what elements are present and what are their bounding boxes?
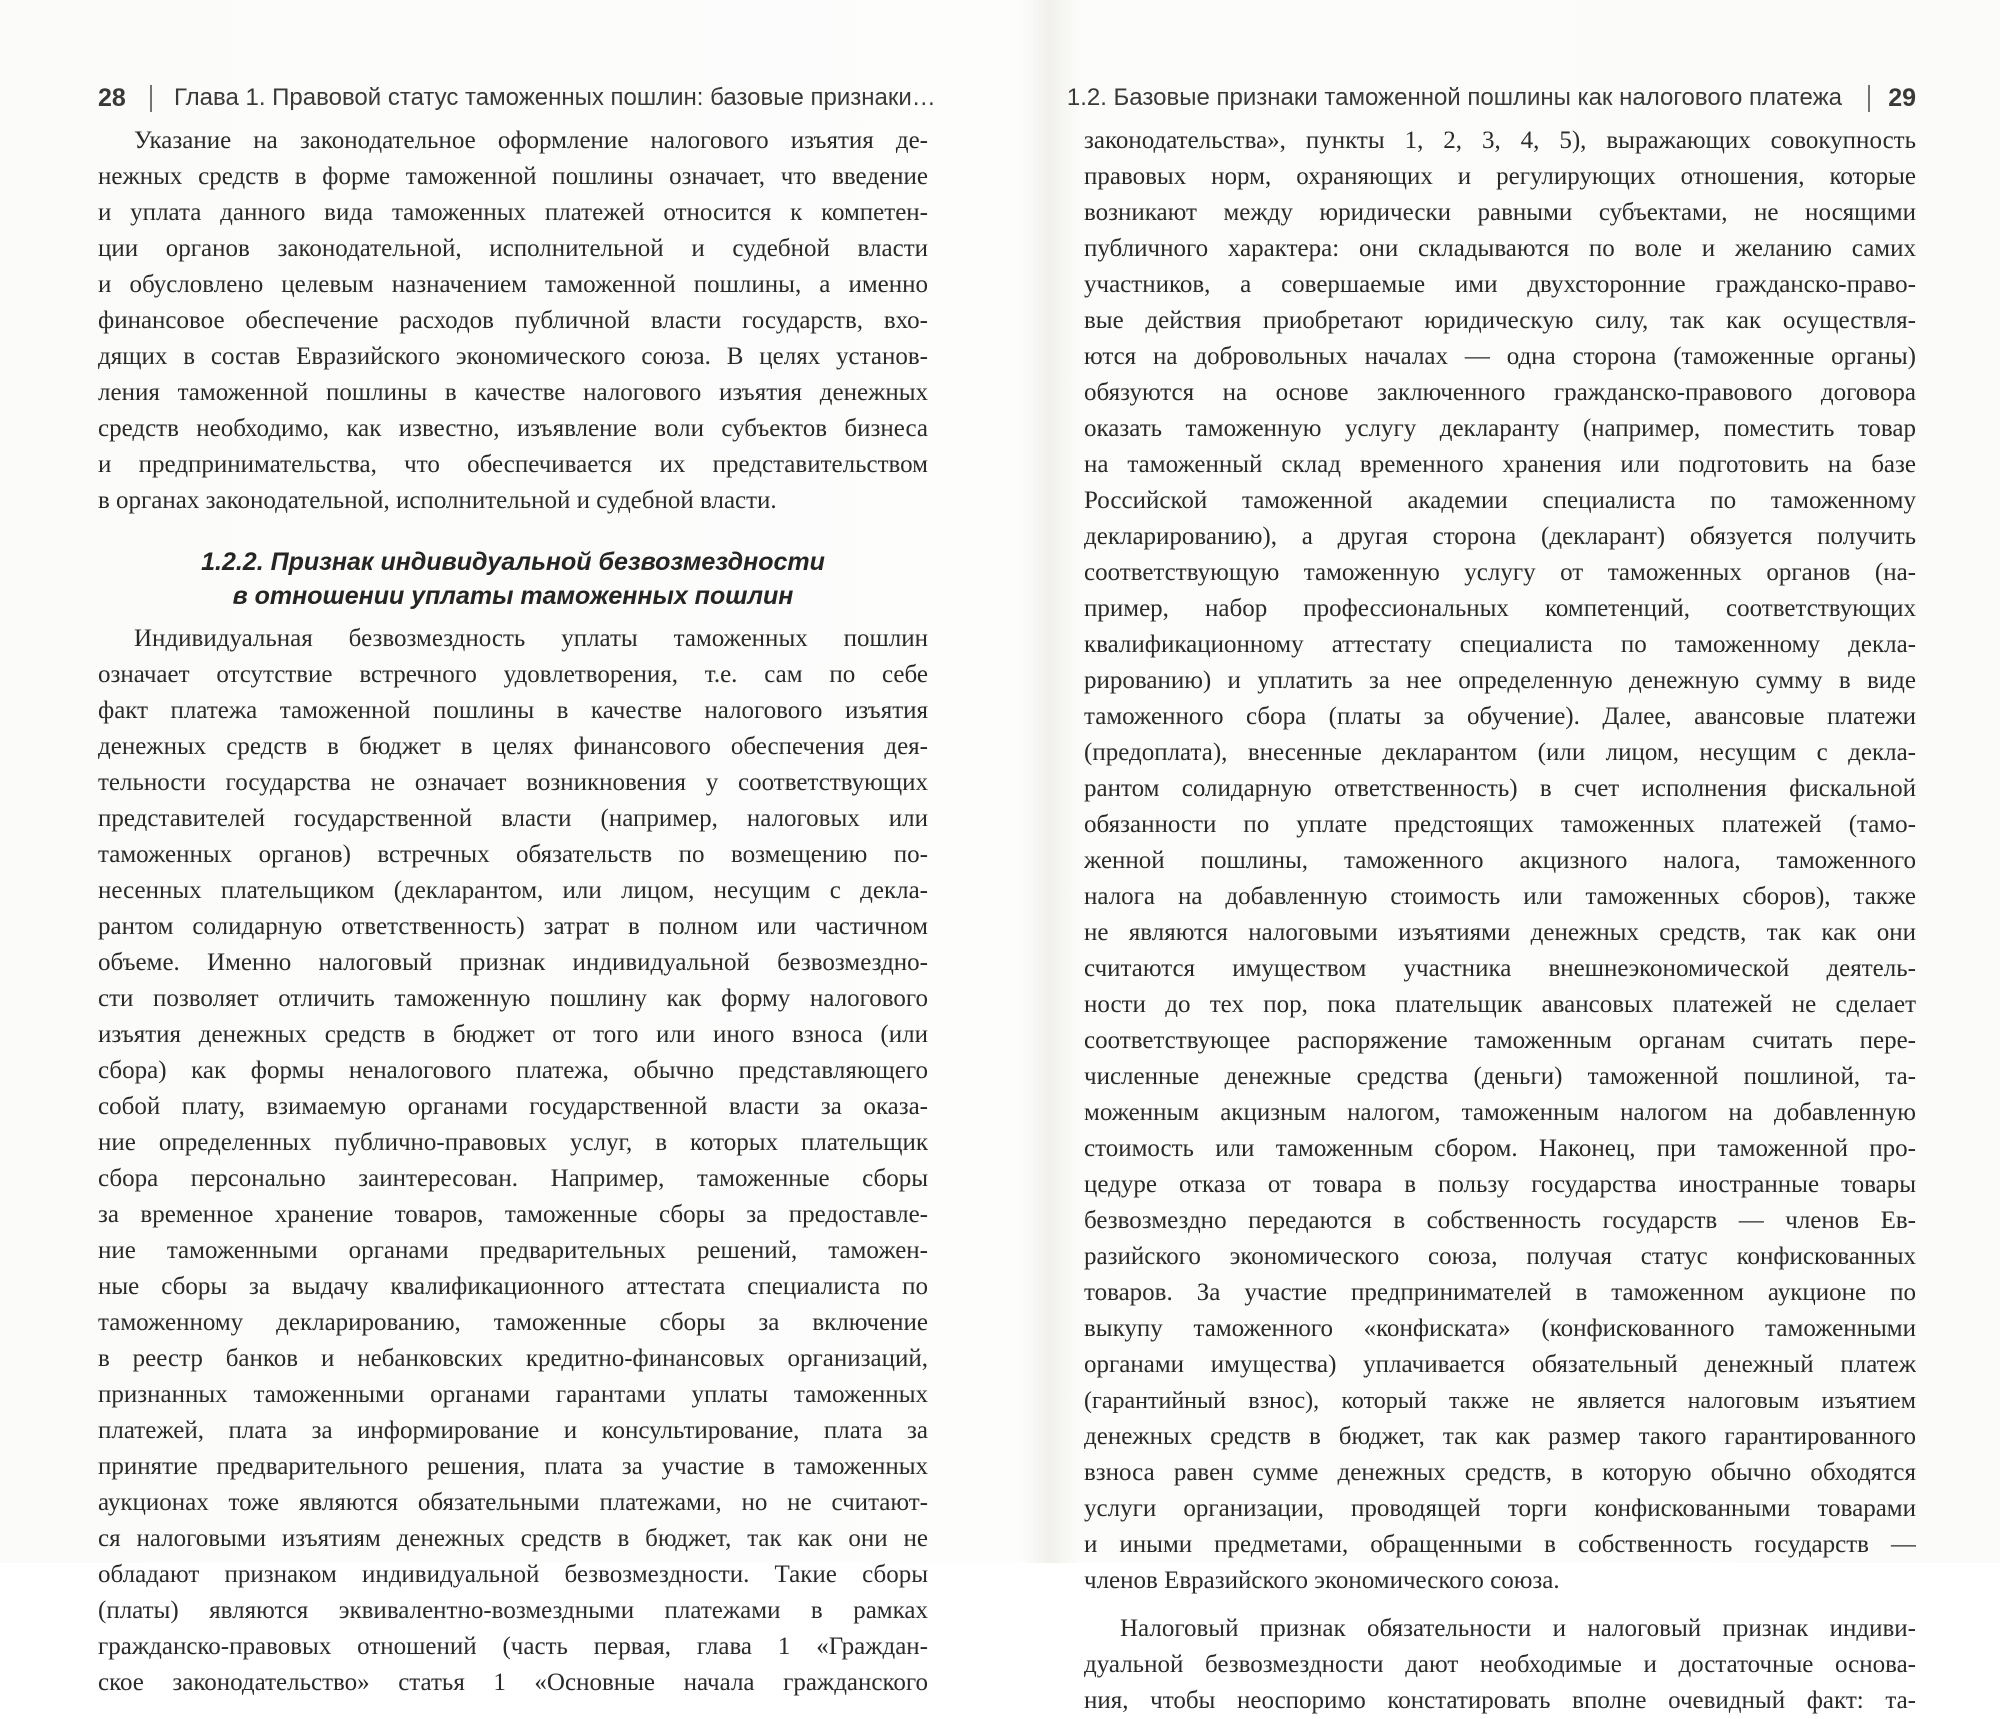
text-line: дящих в состав Евразийского экономического союза. В целях установ-: [98, 343, 928, 370]
text-line: участников, а совершаемые ими двухсторонние гражданско-право-: [1084, 271, 1916, 298]
text-line: услуги организации, проводящей торги конфискованными товарами: [1084, 1495, 1916, 1522]
text-line: на таможенный склад временного хранения или подготовить на базе: [1084, 451, 1916, 478]
text-line: тельности государства не означает возникновения у соответствующих: [98, 769, 928, 796]
text-line: ние таможенными органами предварительных решений, таможен-: [98, 1237, 928, 1264]
text-line: (предоплата), внесенные декларантом (или лицом, несущим с декла-: [1084, 739, 1916, 766]
text-line: женной пошлины, таможенного акцизного налога, таможенного: [1084, 847, 1916, 874]
text-line: средств необходимо, как известно, изъявление воли субъектов бизнеса: [98, 415, 928, 442]
text-line: ское законодательство» статья 1 «Основные начала гражданского: [98, 1669, 928, 1696]
text-line: ся налоговыми изъятиям денежных средств в бюджет, так как они не: [98, 1525, 928, 1552]
text-line: правовых норм, охраняющих и регулирующих отношения, которые: [1084, 163, 1916, 190]
text-line: означает отсутствие встречного удовлетворения, т.е. сам по себе: [98, 661, 928, 688]
right-page: [1066, 0, 1916, 1714]
text-line: оказать таможенную услугу декларанту (например, поместить товар: [1084, 415, 1916, 442]
text-line: сти позволяет отличить таможенную пошлину как форму налогового: [98, 985, 928, 1012]
text-line: рированию) и уплатить за нее определенную денежную сумму в виде: [1084, 667, 1916, 694]
text-line: Индивидуальная безвозмездность уплаты таможенных пошлин: [134, 625, 928, 652]
text-line: и иными предметами, обращенными в собственность государств —: [1084, 1531, 1916, 1558]
text-line: и обусловлено целевым назначением таможенной пошлины, а именно: [98, 271, 928, 298]
text-line: в реестр банков и небанковских кредитно-финансовых организаций,: [98, 1345, 928, 1372]
text-line: декларированию), а другая сторона (декларант) обязуется получить: [1084, 523, 1916, 550]
text-line: платежей, плата за информирование и консультирование, плата за: [98, 1417, 928, 1444]
text-line: взноса равен сумме денежных средств, в которую обычно обходятся: [1084, 1459, 1916, 1486]
text-line: соответствующее распоряжение таможенным органам считать пере-: [1084, 1027, 1916, 1054]
text-line: соответствующую таможенную услугу от таможенных органов (на-: [1084, 559, 1916, 586]
text-line: денежных средств в бюджет, так как размер такого гарантированного: [1084, 1423, 1916, 1450]
text-line: численные денежные средства (деньги) таможенной пошлиной, та-: [1084, 1063, 1916, 1090]
text-line: дуальной безвозмездности дают необходимые и достаточные основа-: [1084, 1651, 1916, 1678]
text-line: публичного характера: они складываются по воле и желанию самих: [1084, 235, 1916, 262]
section-heading-line-2: в отношении уплаты таможенных пошлин: [232, 582, 794, 610]
text-line: аукционах тоже являются обязательными платежами, но не считают-: [98, 1489, 928, 1516]
text-line: разийского экономического союза, получая статус конфискованных: [1084, 1243, 1916, 1270]
text-line: цедуре отказа от товара в пользу государства иностранные товары: [1084, 1171, 1916, 1198]
text-line: таможенных органов) встречных обязательств по возмещению по-: [98, 841, 928, 868]
text-line: за временное хранение товаров, таможенные сборы за предоставле-: [98, 1201, 928, 1228]
left-running-title: Глава 1. Правовой статус таможенных пошлин: базовые признаки…: [174, 84, 936, 111]
text-line: сбора персонально заинтересован. Например, таможенные сборы: [98, 1165, 928, 1192]
text-line: Российской таможенной академии специалиста по таможенному: [1084, 487, 1916, 514]
right-running-title: 1.2. Базовые признаки таможенной пошлины как налогового платежа: [1066, 84, 1842, 111]
text-line: выкупу таможенного «конфиската» (конфискованного таможенными: [1084, 1315, 1916, 1342]
text-line: ются на добровольных началах — одна сторона (таможенные органы): [1084, 343, 1916, 370]
text-line: ные сборы за выдачу квалификационного аттестата специалиста по: [98, 1273, 928, 1300]
left-body: [98, 123, 928, 1701]
text-line: моженным акцизным налогом, таможенным налогом на добавленную: [1084, 1099, 1916, 1126]
text-line: не являются налоговыми изъятиями денежных средств, так как они: [1084, 919, 1916, 946]
text-line: ции органов законодательной, исполнительной и судебной власти: [98, 235, 928, 262]
text-line: собой плату, взимаемую органами государственной власти за оказа-: [98, 1093, 928, 1120]
left-page: [98, 0, 936, 1696]
text-line: рантом солидарную ответственность) в счет исполнения фискальной: [1084, 775, 1916, 802]
text-line: ние определенных публично-правовых услуг, в которых плательщик: [98, 1129, 928, 1156]
section-heading-line-1: 1.2.2. Признак индивидуальной безвозмездности: [201, 548, 825, 576]
text-line: налога на добавленную стоимость или таможенных сборов), также: [1084, 883, 1916, 910]
text-line: Налоговый признак обязательности и налоговый признак индиви-: [1120, 1615, 1916, 1642]
text-line: членов Евразийского экономического союза.: [1084, 1567, 1560, 1594]
text-line: пример, набор профессиональных компетенций, соответствующих: [1084, 595, 1916, 622]
text-line: принятие предварительного решения, плата за участие в таможенных: [98, 1453, 928, 1480]
text-line: и уплата данного вида таможенных платежей относится к компетен-: [98, 199, 928, 226]
text-line: (гарантийный взнос), который также не является налоговым изъятием: [1084, 1388, 1916, 1414]
text-line: несенных плательщиком (декларантом, или лицом, несущим с декла-: [98, 877, 928, 904]
text-line: Указание на законодательное оформление налогового изъятия де-: [134, 127, 928, 154]
left-page-number: 28: [98, 84, 126, 112]
header-divider: [150, 85, 152, 112]
text-line: рантом солидарную ответственность) затрат в полном или частичном: [98, 913, 928, 940]
text-line: законодательства», пункты 1, 2, 3, 4, 5), выражающих совокупность: [1084, 127, 1916, 154]
text-line: возникают между юридически равными субъектами, не носящими: [1084, 199, 1916, 226]
text-line: таможенному декларированию, таможенные сборы за включение: [98, 1309, 928, 1336]
right-page-number: 29: [1888, 84, 1916, 112]
text-line: ности до тех пор, пока плательщик авансовых платежей не сделает: [1084, 991, 1916, 1018]
text-line: признанных таможенными органами гарантами уплаты таможенных: [98, 1381, 928, 1408]
text-line: безвозмездно передаются в собственность государств — членов Ев-: [1084, 1207, 1916, 1234]
text-line: факт платежа таможенной пошлины в качестве налогового изъятия: [98, 697, 928, 724]
right-body: [1084, 123, 1916, 1719]
text-line: вые действия приобретают юридическую силу, так как осуществля-: [1084, 307, 1916, 334]
left-running-head: [98, 78, 936, 118]
text-line: обязанности по уплате предстоящих таможенных платежей (тамо-: [1084, 811, 1916, 838]
text-line: изъятия денежных средств в бюджет от того или иного взноса (или: [98, 1021, 928, 1048]
text-line: квалификационному аттестату специалиста по таможенному декла-: [1084, 631, 1916, 658]
header-divider: [1868, 85, 1870, 112]
right-running-head: [1066, 78, 1916, 118]
text-line: ния, чтобы неоспоримо констатировать вполне очевидный факт: та-: [1084, 1687, 1916, 1714]
text-line: финансовое обеспечение расходов публичной власти государств, вхо-: [98, 307, 928, 334]
text-line: товаров. За участие предпринимателей в таможенном аукционе по: [1084, 1279, 1916, 1306]
text-line: (платы) являются эквивалентно-возмездными платежами в рамках: [98, 1597, 928, 1624]
text-line: сбора) как формы неналогового платежа, обычно представляющего: [98, 1057, 928, 1084]
text-line: в органах законодательной, исполнительной и судебной власти.: [98, 487, 777, 514]
text-line: гражданско-правовых отношений (часть первая, глава 1 «Граждан-: [98, 1633, 928, 1660]
text-line: ления таможенной пошлины в качестве налогового изъятия денежных: [98, 379, 928, 406]
text-line: таможенного сбора (платы за обучение). Далее, авансовые платежи: [1084, 703, 1916, 730]
text-line: денежных средств в бюджет в целях финансового обеспечения дея-: [98, 733, 928, 760]
text-line: обязуются на основе заключенного гражданско-правового договора: [1084, 379, 1916, 406]
text-line: обладают признаком индивидуальной безвозмездности. Такие сборы: [98, 1561, 928, 1588]
text-line: объеме. Именно налоговый признак индивидуальной безвозмездно-: [98, 949, 928, 976]
text-line: стоимость или таможенным сбором. Наконец, при таможенной про-: [1084, 1135, 1916, 1162]
text-line: считаются имуществом участника внешнеэкономической деятель-: [1084, 955, 1916, 982]
text-line: органами имущества) уплачивается обязательный денежный платеж: [1084, 1351, 1916, 1378]
text-line: и предпринимательства, что обеспечивается их представительством: [98, 451, 928, 478]
text-line: нежных средств в форме таможенной пошлины означает, что введение: [98, 163, 928, 190]
text-line: представителей государственной власти (например, налоговых или: [98, 805, 928, 832]
